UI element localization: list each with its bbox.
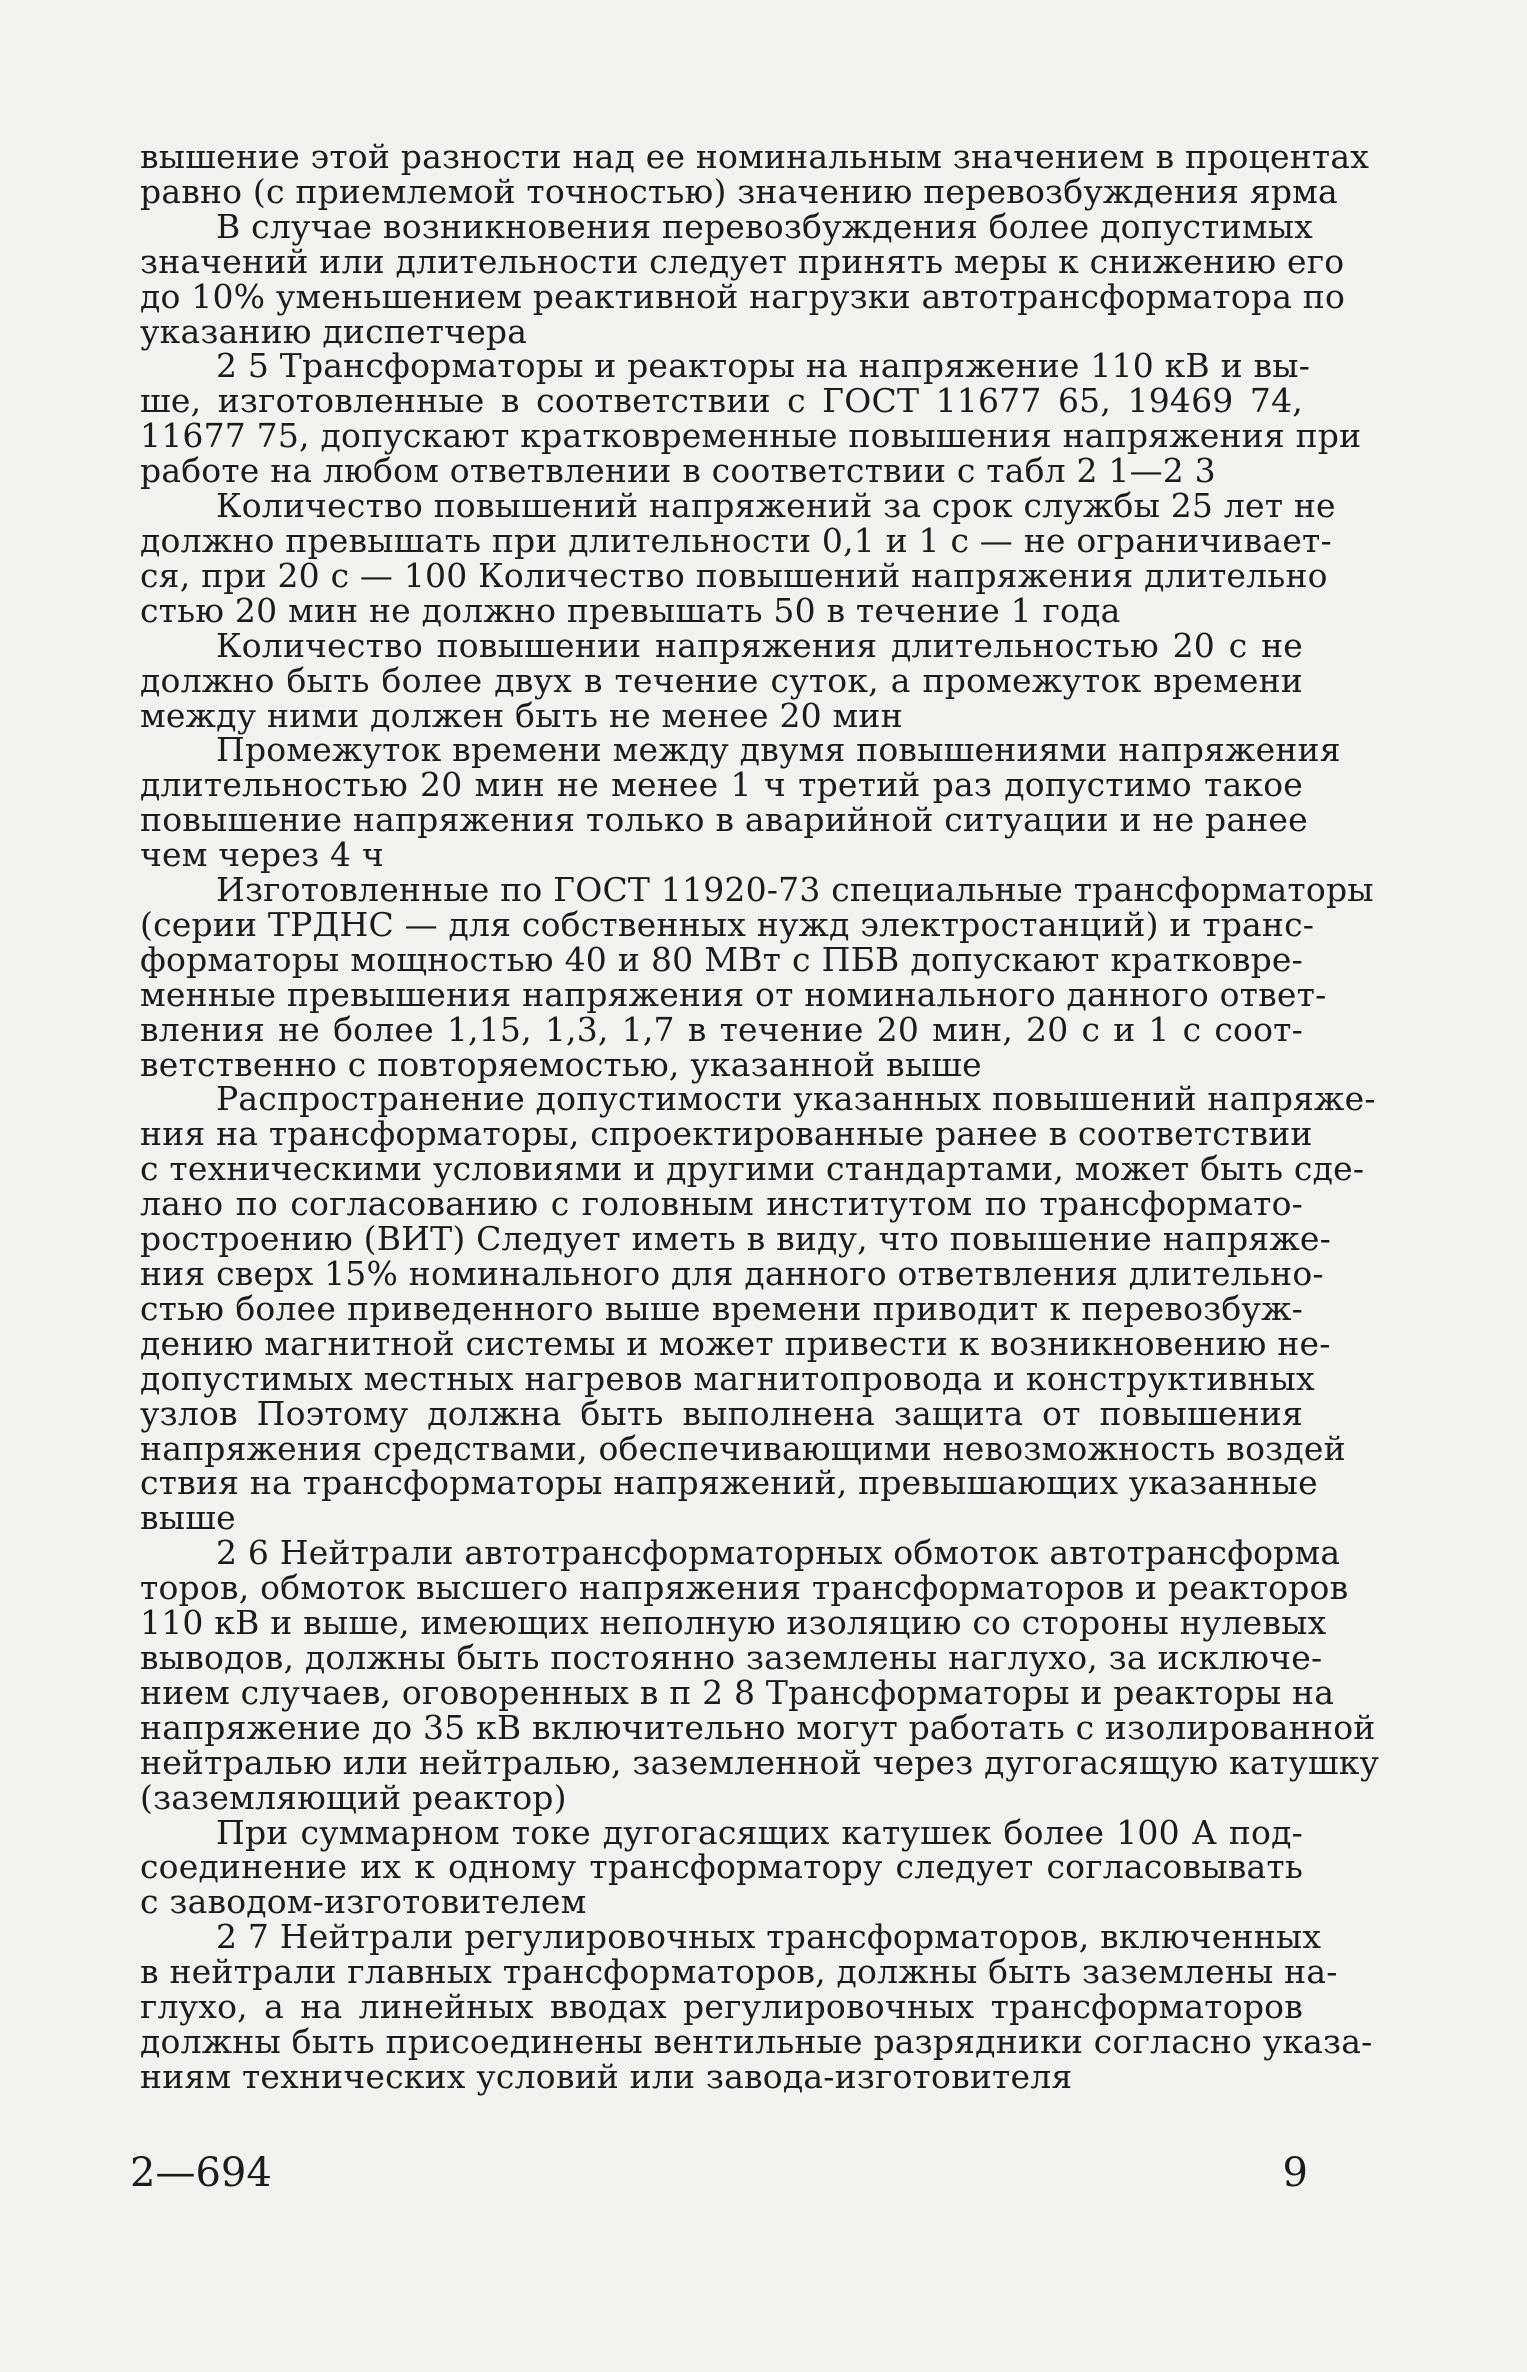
text-line: лано по согласованию с головным институтом по трансформато- bbox=[140, 1184, 1303, 1224]
text-line: значений или длительности следует принять меры к снижению его bbox=[140, 241, 1345, 281]
text-line: В случае возникновения перевозбуждения более допустимых bbox=[216, 206, 1313, 246]
paragraph bbox=[140, 1079, 1376, 1538]
text-line: стью более приведенного выше времени приводит к перевозбуж- bbox=[140, 1288, 1303, 1328]
text-line: Изготовленные по ГОСТ 11920-73 специальные трансформаторы bbox=[216, 870, 1374, 910]
text-line: указанию диспетчера bbox=[140, 311, 528, 351]
paragraph bbox=[140, 346, 1362, 491]
text-line: форматоры мощностью 40 и 80 МВт с ПБВ допускают кратковре- bbox=[140, 939, 1303, 979]
text-line: ростроению (ВИТ) Следует иметь в виду, что повышение напряже- bbox=[140, 1219, 1331, 1259]
text-line: 2 6 Нейтрали автотрансформаторных обмоток автотрансформа bbox=[216, 1533, 1341, 1573]
printer-signature: 2—694 bbox=[130, 2150, 272, 2196]
text-line: длительностью 20 мин не менее 1 ч третий раз допустимо такое bbox=[140, 765, 1303, 805]
text-line: нейтралью или нейтралью, заземленной через дугогасящую катушку bbox=[140, 1742, 1380, 1782]
text-line: с заводом-изготовителем bbox=[140, 1882, 587, 1922]
paragraph bbox=[140, 1917, 1373, 2096]
text-line: ствия на трансформаторы напряжений, превышающих указанные bbox=[140, 1463, 1318, 1503]
text-line: узлов Поэтому должна быть выполнена защита от повышения bbox=[140, 1393, 1303, 1433]
paragraph bbox=[140, 870, 1374, 1084]
text-line: должно превышать при длительности 0,1 и 1 с — не ограничивает- bbox=[140, 520, 1332, 560]
text-line: стью 20 мин не должно превышать 50 в течение 1 года bbox=[140, 590, 1121, 630]
text-line: напряжение до 35 кВ включительно могут работать с изолированной bbox=[140, 1707, 1376, 1747]
page-body bbox=[140, 137, 1380, 2096]
text-line: соединение их к одному трансформатору следует согласовывать bbox=[140, 1847, 1303, 1887]
paragraph bbox=[140, 730, 1341, 875]
text-line: 2 5 Трансформаторы и реакторы на напряжение 110 кВ и вы- bbox=[216, 346, 1311, 386]
text-line: дению магнитной системы и может привести к возникновению не- bbox=[140, 1323, 1331, 1363]
text-line: чем через 4 ч bbox=[140, 835, 384, 875]
text-line: При суммарном токе дугогасящих катушек более 100 А под- bbox=[216, 1812, 1303, 1852]
text-line: Промежуток времени между двумя повышениями напряжения bbox=[216, 730, 1341, 770]
text-line: равно (с приемлемой точностью) значению перевозбуждения ярма bbox=[140, 171, 1338, 211]
text-line: работе на любом ответвлении в соответствии с табл 2 1—2 3 bbox=[140, 451, 1216, 491]
text-line: 110 кВ и выше, имеющих неполную изоляцию со стороны нулевых bbox=[140, 1603, 1327, 1643]
text-line: с техническими условиями и другими стандартами, может быть сде- bbox=[140, 1149, 1365, 1189]
text-line: должно быть более двух в течение суток, а промежуток времени bbox=[140, 660, 1303, 700]
paragraph bbox=[140, 486, 1336, 630]
paragraph bbox=[140, 1533, 1380, 1817]
text-line: Количество повышений напряжений за срок службы 25 лет не bbox=[216, 486, 1336, 526]
text-line: ветственно с повторяемостью, указанной выше bbox=[140, 1044, 982, 1084]
page-number: 9 bbox=[1282, 2150, 1308, 2196]
text-line: 11677 75, допускают кратковременные повышения напряжения при bbox=[140, 416, 1362, 456]
text-line: ше, изготовленные в соответствии с ГОСТ 11677 65, 19469 74, bbox=[140, 381, 1303, 421]
paragraph bbox=[140, 625, 1303, 735]
paragraph bbox=[140, 1812, 1303, 1922]
text-line: Распространение допустимости указанных повышений напряже- bbox=[216, 1079, 1376, 1119]
text-line: выводов, должны быть постоянно заземлены наглухо, за исключе- bbox=[140, 1637, 1323, 1677]
paragraph bbox=[140, 206, 1346, 351]
text-line: до 10% уменьшением реактивной нагрузки автотрансформатора по bbox=[140, 276, 1346, 316]
text-line: нием случаев, оговоренных в п 2 8 Трансформаторы и реакторы на bbox=[140, 1672, 1335, 1712]
text-line: вышение этой разности над ее номинальным значением в процентах bbox=[140, 137, 1370, 176]
text-line: ния на трансформаторы, спроектированные ранее в соответствии bbox=[140, 1114, 1313, 1154]
text-line: допустимых местных нагревов магнитопровода и конструктивных bbox=[140, 1358, 1315, 1398]
text-line: выше bbox=[140, 1498, 236, 1538]
text-line: Количество повышении напряжения длительностью 20 с не bbox=[216, 625, 1303, 665]
text-line: (серии ТРДНС — для собственных нужд электростанций) и транс- bbox=[140, 904, 1315, 944]
paragraph bbox=[140, 137, 1370, 211]
text-line: повышение напряжения только в аварийной ситуации и не ранее bbox=[140, 800, 1308, 840]
text-line: 2 7 Нейтрали регулировочных трансформаторов, включенных bbox=[216, 1917, 1322, 1957]
text-line: менные превышения напряжения от номинального данного ответ- bbox=[140, 974, 1327, 1014]
text-line: торов, обмоток высшего напряжения трансформаторов и реакторов bbox=[140, 1568, 1349, 1608]
text-line: ниям технических условий или завода-изготовителя bbox=[140, 2056, 1073, 2096]
text-line: между ними должен быть не менее 20 мин bbox=[140, 695, 903, 735]
text-line: ся, при 20 с — 100 Количество повышений напряжения длительно bbox=[140, 555, 1328, 595]
text-line: в нейтрали главных трансформаторов, должны быть заземлены на- bbox=[140, 1952, 1338, 1992]
text-line: должны быть присоединены вентильные разрядники согласно указа- bbox=[140, 2021, 1373, 2061]
text-line: напряжения средствами, обеспечивающими невозможность воздей bbox=[140, 1428, 1346, 1468]
text-line: (заземляющий реактор) bbox=[140, 1777, 567, 1817]
text-line: глухо, а на линейных вводах регулировочных трансформаторов bbox=[140, 1987, 1303, 2027]
text-line: ния сверх 15% номинального для данного ответвления длительно- bbox=[140, 1254, 1324, 1293]
text-line: вления не более 1,15, 1,3, 1,7 в течение 20 мин, 20 с и 1 с соот- bbox=[140, 1009, 1303, 1049]
